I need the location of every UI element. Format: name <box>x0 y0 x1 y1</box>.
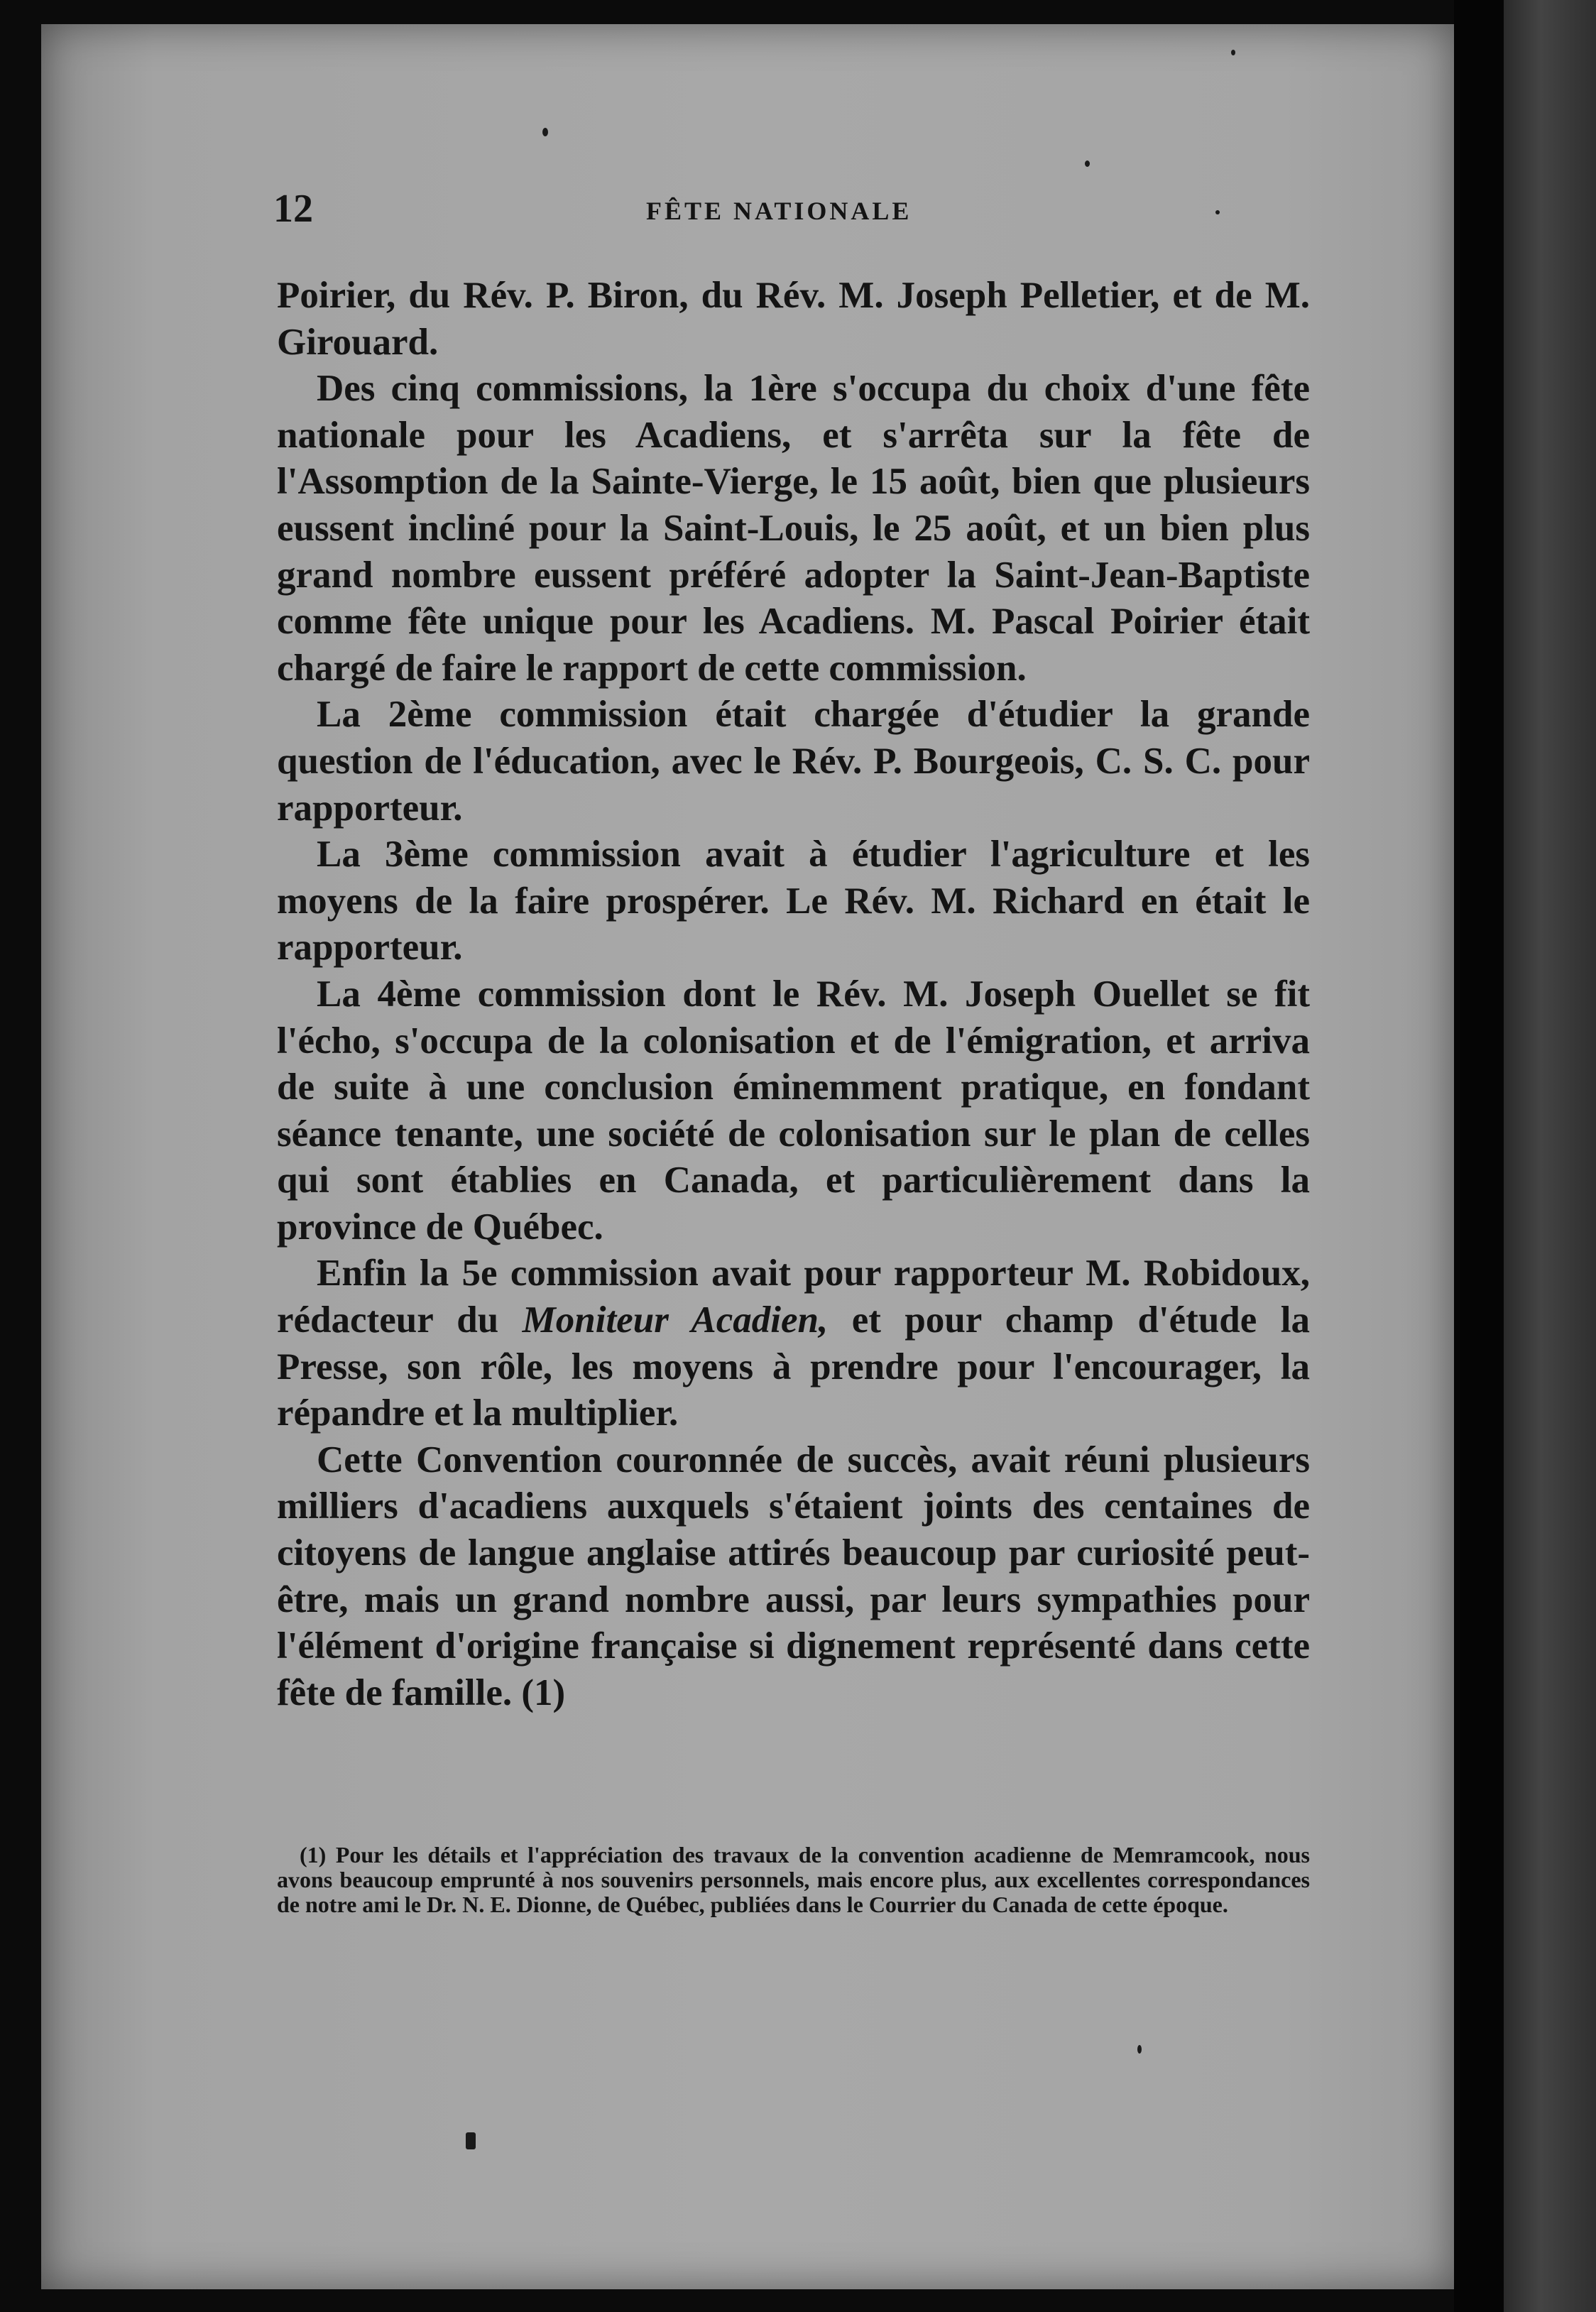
paragraph-6-end: et pour champ d'étude la Presse, son rôle, les moyens à prendre pour l'encourager, la répandre et la multiplier. <box>277 1299 1310 1434</box>
newspaper-title: Moniteur Acadien, <box>522 1299 829 1341</box>
dust-speck <box>1137 2045 1142 2054</box>
paragraph-3: La 2ème commission était chargée d'étudier la grande question de l'éducation, avec le Rév. P. Bourgeois, C. S. C. pour rapporteur. <box>277 694 1310 829</box>
paragraph-6-start: Enfin la 5e commission avait pour rapporteur M. Robidoux, rédacteur du <box>277 1253 1310 1341</box>
scan-edge-next-page <box>1504 0 1596 2312</box>
body-text <box>277 273 1310 1716</box>
dust-speck <box>542 128 548 136</box>
footnote <box>277 1843 1310 1917</box>
paragraph-5: La 4ème commission dont le Rév. M. Joseph Ouellet se fit l'écho, s'occupa de la colonisation et de l'émigration, et arriva de suite à une conclusion éminemment pratique, en fondant séance tenante, une société de colonisation sur le plan de celles qui sont établies en Canada, et particulièrement dans la province de Québec. <box>277 973 1310 1248</box>
footnote-text: (1) Pour les détails et l'appréciation des travaux de la convention acadienne de Memramcook, nous avons beaucoup emprunté à nos souvenirs personnels, mais encore plus, aux excellentes correspondances de notre ami le Dr. N. E. Dionne, de Québec, publiées dans le Courrier du Canada de cette époque. <box>277 1842 1310 1917</box>
page-header <box>273 186 1310 236</box>
running-head: FÊTE NATIONALE <box>646 197 912 225</box>
paragraph-6 <box>277 1250 1310 1436</box>
dust-speck <box>1231 50 1235 55</box>
paragraph-1: Poirier, du Rév. P. Biron, du Rév. M. Joseph Pelletier, et de M. Girouard. <box>277 275 1310 363</box>
scan-edge-dark <box>1454 0 1504 2312</box>
paragraph-2: Des cinq commissions, la 1ère s'occupa du choix d'une fête nationale pour les Acadiens, et s'arrêta sur la fête de l'Assomption de la Sainte-Vierge, le 15 août, bien que plusieurs eussent incliné pour la Saint-Louis, le 25 août, et un bien plus grand nombre eussent préféré adopter la Saint-Jean-Baptiste comme fête unique pour les Acadiens. M. Pascal Poirier était chargé de faire le rapport de cette commission. <box>277 368 1310 689</box>
paragraph-4: La 3ème commission avait à étudier l'agriculture et les moyens de la faire prospérer. Le Rév. M. Richard en était le rapporteur. <box>277 834 1310 969</box>
dust-speck <box>1085 160 1090 167</box>
paragraph-7: Cette Convention couronnée de succès, avait réuni plusieurs milliers d'acadiens auxquels s'étaient joints des centaines de citoyens de langue anglaise attirés beaucoup par curiosité peut-être, mais un grand nombre aussi, par leurs sympathies pour l'élément d'origine française si dignement représenté dans cette fête de famille. (1) <box>277 1439 1310 1713</box>
dust-speck <box>466 2132 476 2149</box>
page-number: 12 <box>273 187 313 231</box>
